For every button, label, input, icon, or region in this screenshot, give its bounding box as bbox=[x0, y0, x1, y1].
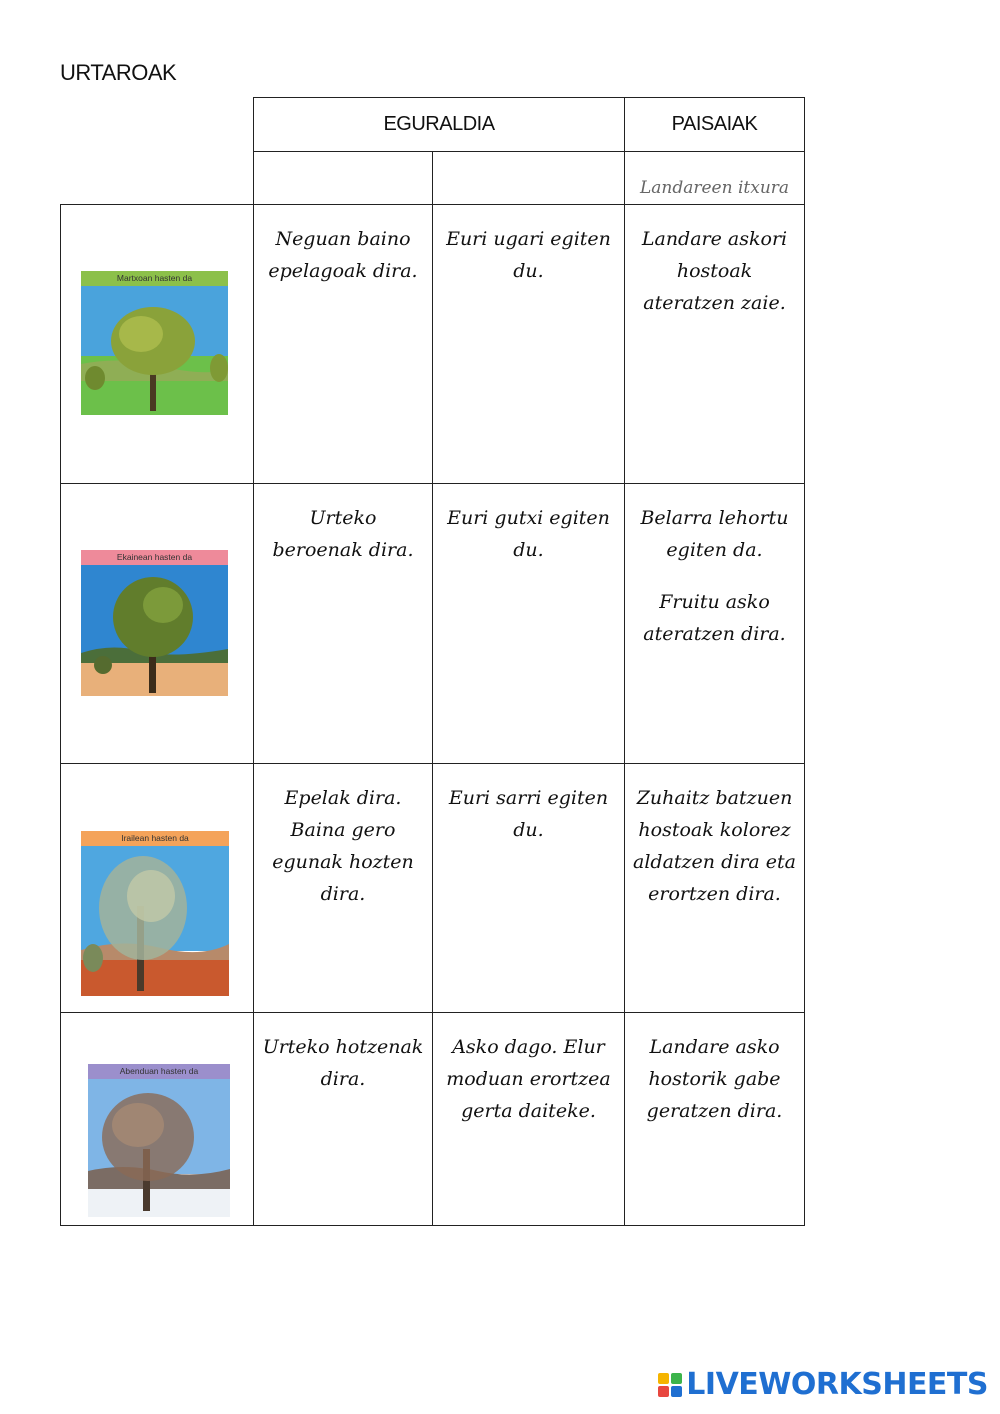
temperature-text: Neguan baino epelagoak dira. bbox=[268, 228, 418, 282]
season-photo bbox=[81, 831, 229, 996]
temperature-cell[interactable] bbox=[253, 763, 433, 1013]
header-eguraldia bbox=[253, 97, 625, 152]
plants-cell[interactable] bbox=[624, 1012, 805, 1226]
season-photo bbox=[81, 271, 228, 415]
plants-cell[interactable] bbox=[624, 763, 805, 1013]
temperature-text: Epelak dira. Baina gero egunak hozten dira. bbox=[272, 787, 414, 905]
temperature-cell[interactable] bbox=[253, 1012, 433, 1226]
header-paisaiak-label: PAISAIAK bbox=[671, 113, 758, 135]
temperature-text: Urteko hotzenak dira. bbox=[262, 1036, 424, 1090]
precipitation-cell[interactable] bbox=[432, 1012, 625, 1226]
tree-summer-image bbox=[81, 565, 228, 696]
season-band: Irailean hasten da bbox=[81, 831, 229, 846]
plants-text: Zuhaitz batzuen hostoak kolorez aldatzen dira eta erortzen dira. bbox=[633, 787, 796, 905]
precipitation-cell[interactable] bbox=[432, 763, 625, 1013]
header-eguraldia-label: EGURALDIA bbox=[383, 113, 495, 135]
plants-cell[interactable] bbox=[624, 483, 805, 764]
subheader-cell-2[interactable] bbox=[432, 151, 625, 205]
temperature-cell[interactable] bbox=[253, 483, 433, 764]
subheader-cell-1[interactable] bbox=[253, 151, 433, 205]
temperature-cell[interactable] bbox=[253, 204, 433, 484]
subheader-label-3: Landareen itxura bbox=[639, 178, 790, 198]
tree-spring-image bbox=[81, 286, 228, 415]
liveworksheets-logo[interactable] bbox=[658, 1367, 988, 1402]
season-photo bbox=[88, 1064, 230, 1217]
temperature-text: Urteko beroenak dira. bbox=[272, 507, 414, 561]
season-band: Martxoan hasten da bbox=[81, 271, 228, 286]
precipitation-text: Euri sarri egiten du. bbox=[448, 787, 609, 841]
plants-cell[interactable] bbox=[624, 204, 805, 484]
header-paisaiak bbox=[624, 97, 805, 152]
plants-text: Fruitu asko ateratzen dira. bbox=[643, 591, 786, 645]
subheader-cell-3 bbox=[624, 151, 805, 205]
plants-text: Landare askori hostoak ateratzen zaie. bbox=[641, 228, 788, 314]
page-title: URTAROAK bbox=[60, 60, 177, 85]
precipitation-text: Euri gutxi egiten du. bbox=[447, 507, 610, 561]
season-photo bbox=[81, 550, 228, 696]
season-band: Ekainean hasten da bbox=[81, 550, 228, 565]
tree-winter-image bbox=[88, 1079, 230, 1217]
precipitation-text: Asko dago. Elur moduan erortzea gerta daiteke. bbox=[446, 1036, 611, 1122]
plants-text: Landare asko hostorik gabe geratzen dira. bbox=[646, 1036, 783, 1122]
liveworksheets-wordmark: LIVEWORKSHEETS bbox=[686, 1367, 988, 1402]
precipitation-cell[interactable] bbox=[432, 204, 625, 484]
plants-text: Belarra lehortu egiten da. bbox=[640, 507, 789, 561]
precipitation-cell[interactable] bbox=[432, 483, 625, 764]
season-band: Abenduan hasten da bbox=[88, 1064, 230, 1079]
precipitation-text: Euri ugari egiten du. bbox=[446, 228, 611, 282]
tree-autumn-image bbox=[81, 846, 229, 996]
liveworksheets-logo-icon bbox=[658, 1373, 682, 1397]
